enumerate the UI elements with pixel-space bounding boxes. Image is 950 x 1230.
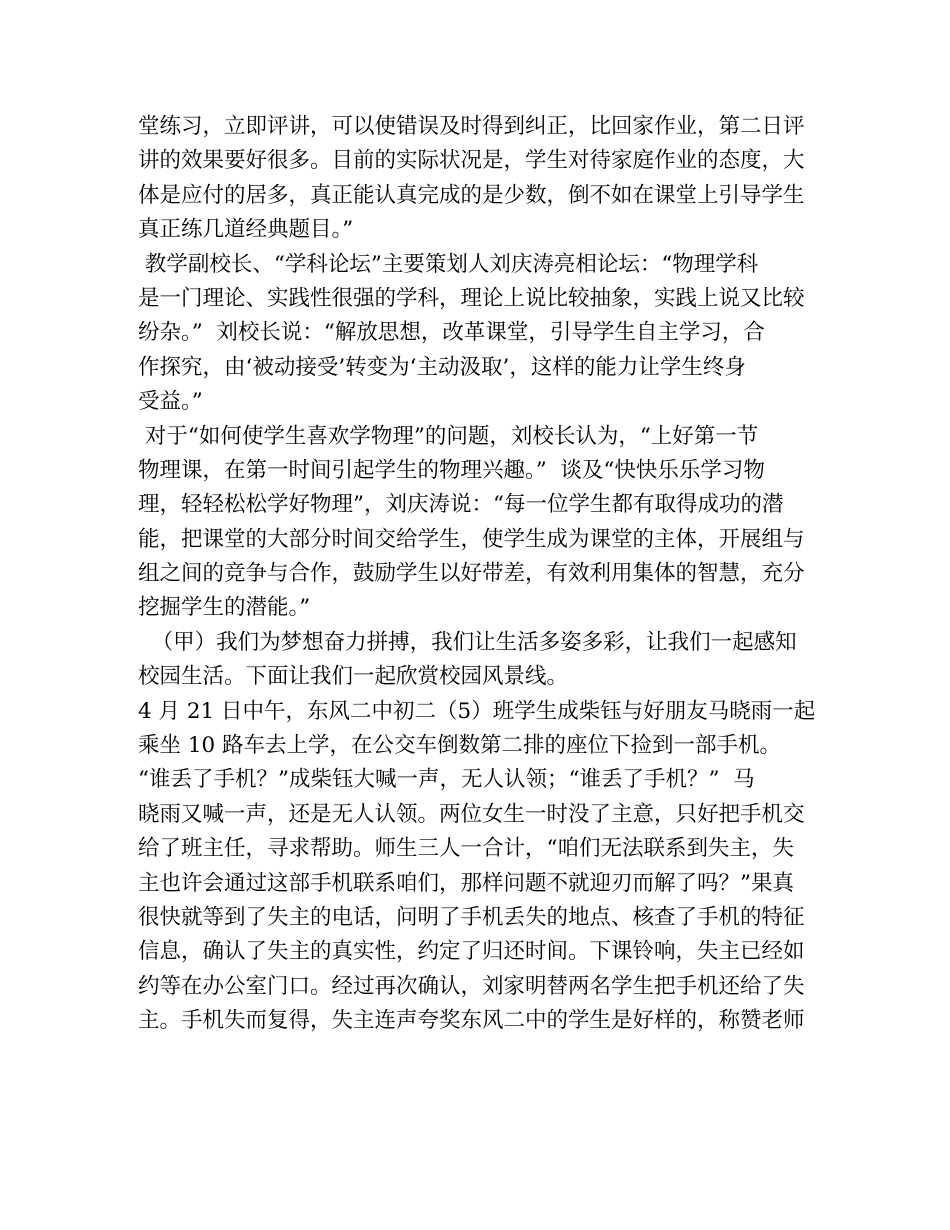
text-line: 挖掘学生的潜能。” — [138, 595, 311, 621]
text-line: 乘坐 10 路车去上学，在公交车倒数第二排的座位下捡到一部手机。 — [138, 733, 782, 759]
text-line: 教学副校长、“学科论坛”主要策划人刘庆涛亮相论坛：“物理学科 — [138, 251, 759, 277]
text-line: 晓雨又喊一声，还是无人认领。两位女生一时没了主意，只好把手机交 — [138, 801, 805, 827]
text-line: 给了班主任，寻求帮助。师生三人一合计，“咱们无法联系到失主，失 — [138, 836, 794, 862]
text-line: 是一门理论、实践性很强的学科，理论上说比较抽象，实践上说又比较 — [138, 285, 805, 311]
text-line: “谁丢了手机？”成柴钰大喊一声，无人认领；“谁丢了手机？” 马 — [138, 767, 755, 793]
text-line: 纷杂。” 刘校长说：“解放思想，改革课堂，引导学生自主学习，合 — [138, 320, 765, 346]
text-line: 信息，确认了失主的真实性，约定了归还时间。下课铃响，失主已经如 — [138, 939, 805, 965]
text-line: 物理课，在第一时间引起学生的物理兴趣。” 谈及“快快乐乐学习物 — [138, 457, 765, 483]
text-line: 约等在办公室门口。经过再次确认，刘家明替两名学生把手机还给了失 — [138, 973, 805, 999]
text-line: 主也许会通过这部手机联系咱们，那样问题不就迎刃而解了吗？”果真 — [138, 870, 794, 896]
text-line: （甲）我们为梦想奋力拼搏，我们让生活多姿多彩，让我们一起感知 — [138, 629, 797, 655]
text-line: 受益。” — [138, 389, 203, 415]
text-line: 作探究，由‘被动接受’转变为‘主动汲取’，这样的能力让学生终身 — [138, 354, 746, 380]
text-line: 堂练习，立即评讲，可以使错误及时得到纠正，比回家作业，第二日评 — [138, 114, 805, 139]
text-line: 对于“如何使学生喜欢学物理”的问题，刘校长认为，“上好第一节 — [138, 423, 759, 449]
text-line: 校园生活。下面让我们一起欣赏校园风景线。 — [138, 664, 569, 690]
text-line: 组之间的竞争与合作，鼓励学生以好带差，有效利用集体的智慧，充分 — [138, 561, 805, 587]
text-line: 体是应付的居多，真正能认真完成的是少数，倒不如在课堂上引导学生 — [138, 182, 805, 208]
text-line: 很快就等到了失主的电话，问明了手机丢失的地点、核查了手机的特征 — [138, 904, 805, 930]
text-line: 能，把课堂的大部分时间交给学生，使学生成为课堂的主体，开展组与 — [138, 526, 805, 552]
text-line: 理，轻轻松松学好物理”，刘庆涛说：“每一位学生都有取得成功的潜 — [138, 492, 784, 518]
text-line: 4 月 21 日中午，东风二中初二（5）班学生成柴钰与好朋友马晓雨一起 — [138, 698, 816, 724]
text-line: 讲的效果要好很多。目前的实际状况是，学生对待家庭作业的态度，大 — [138, 148, 805, 174]
text-line: 主。手机失而复得，失主连声夸奖东风二中的学生是好样的，称赞老师 — [138, 1008, 805, 1034]
text-line: 真正练几道经典题目。” — [138, 217, 354, 243]
body-text — [138, 110, 818, 1039]
